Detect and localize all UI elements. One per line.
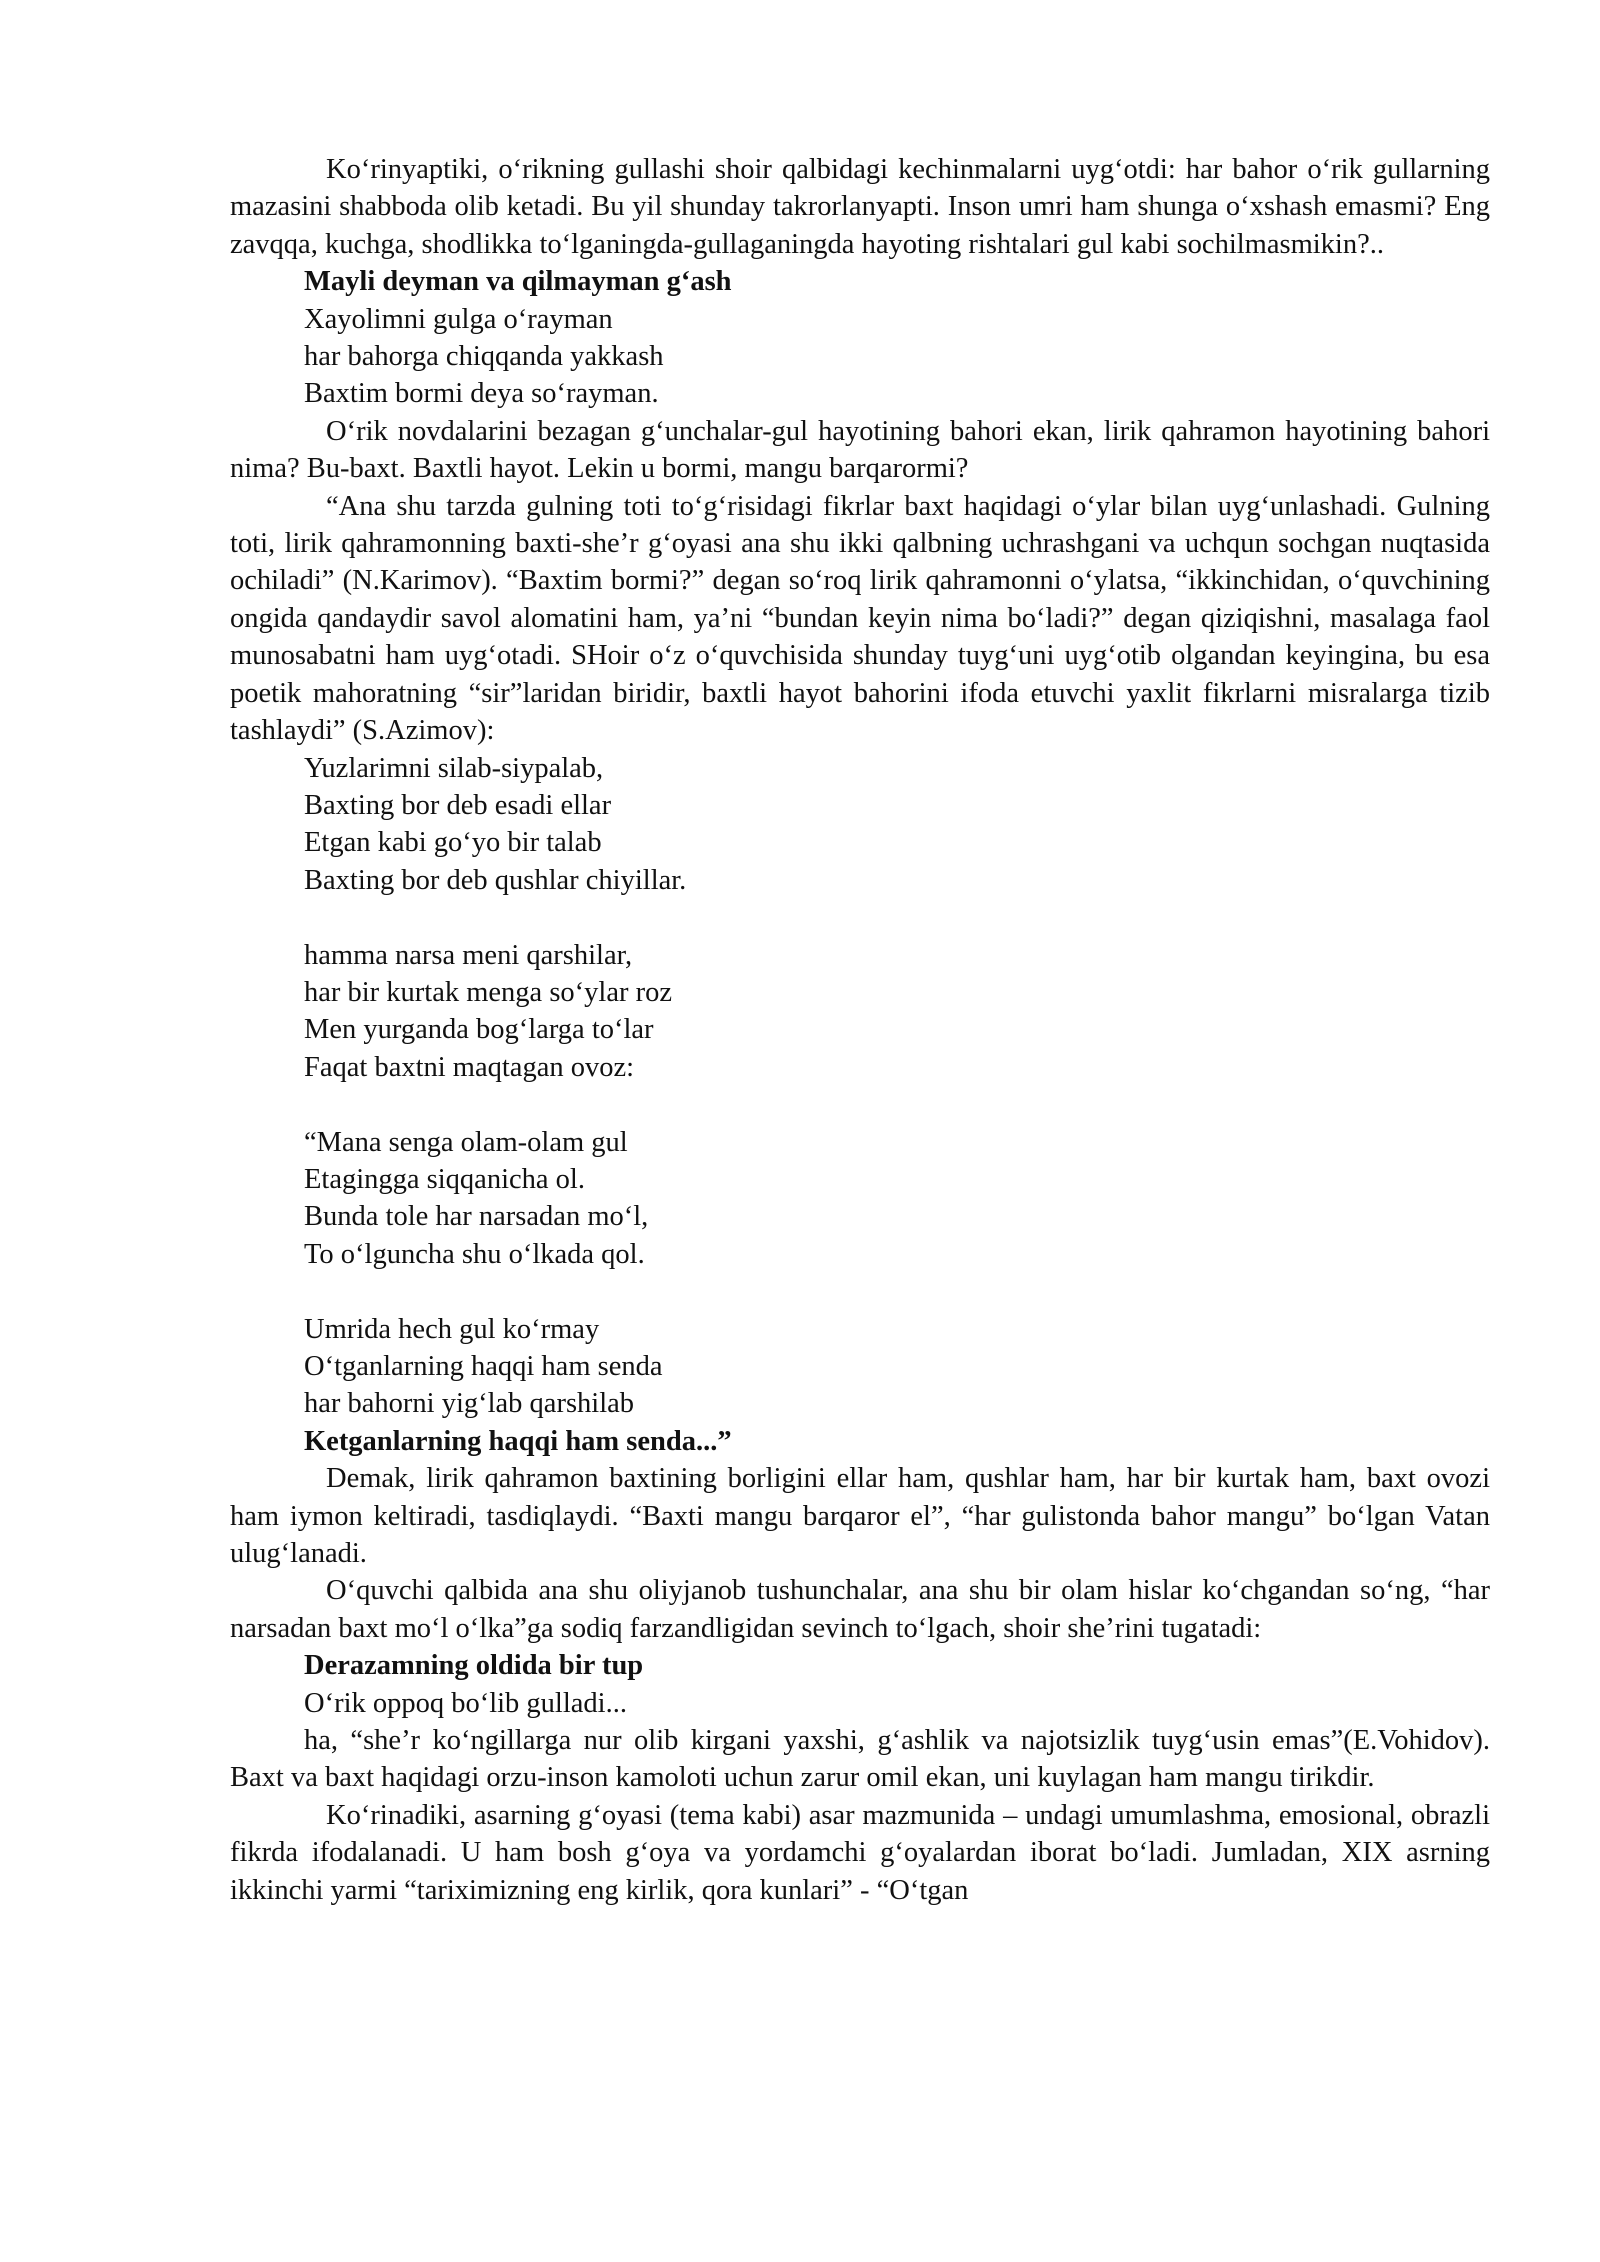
paragraph: “Ana shu tarzda gulning toti to‘g‘risidagi fikrlar baxt haqidagi o‘ylar bilan uyg‘unlashadi. Gulning toti, lirik qahramonning baxti-she’r g‘oyasi ana shu ikki qalbning uchrashgani va uchqun sochgan nuqtasida ochiladi” (N.Karimov). “Baxtim bormi?” degan so‘roq lirik qahramonni o‘ylatsa, “ikkinchidan, o‘quvchining ongida qandaydir savol alomatini ham, ya’ni “bundan keyin nima bo‘ladi?” degan qiziqishni, masalaga faol munosabatni ham uyg‘otadi. SHoir o‘z o‘quvchisida shunday tuyg‘uni uyg‘otib olgandan keyingina, bu esa poetik mahoratning “sir”laridan biridir, baxtli hayot bahorini ifoda etuvchi yaxlit fikrlarni misralarga tizib tashlaydi” (S.Azimov):	[230, 490, 1490, 747]
poem-line: Etagingga siqqanicha ol.	[304, 1163, 585, 1195]
poem-line: Xayolimni gulga o‘rayman	[304, 303, 613, 335]
poem-line: O‘rik oppoq bo‘lib gulladi...	[304, 1687, 627, 1719]
poem-line: Men yurganda bog‘larga to‘lar	[304, 1014, 654, 1046]
poem-line: Etgan kabi go‘yo bir talab	[304, 827, 602, 859]
poem-line: Baxting bor deb esadi ellar	[304, 789, 612, 821]
stanza-gap	[230, 1273, 1490, 1310]
paragraph: Ko‘rinadiki, asarning g‘oyasi (tema kabi) asar mazmunida – undagi umumlashma, emosional, obrazli fikrda ifodalanadi. U ham bosh g‘oya va yordamchi g‘oyalardan iborat bo‘ladi. Jumladan, XIX asrning ikkinchi yarmi “tariximizning eng kirlik, qora kunlari” - “O‘tgan	[230, 1799, 1490, 1906]
poem-line: har bahorga chiqqanda yakkash	[304, 341, 664, 373]
poem-line: “Mana senga olam-olam gul	[304, 1126, 628, 1158]
poem-line: har bir kurtak menga so‘ylar roz	[304, 976, 672, 1008]
document-body	[230, 151, 1490, 1909]
poem-line: har bahorni yig‘lab qarshilab	[304, 1388, 635, 1420]
poem-stanza	[230, 263, 1490, 413]
poem-line: O‘tganlarning haqqi ham senda	[304, 1350, 663, 1382]
paragraph: Ko‘rinyaptiki, o‘rikning gullashi shoir qalbidagi kechinmalarni uyg‘otdi: har bahor o‘rik gullarning mazasini shabboda olib ketadi. Bu yil shunday takrorlanyapti. Inson umri ham shunga o‘xshash emasmi? Eng zavqqa, kuchga, shodlikka to‘lganingda-gullaganingda hayoting rishtalari gul kabi sochilmasmikin?..	[230, 154, 1490, 260]
stanza-gap	[230, 899, 1490, 936]
poem-stanza	[230, 750, 1490, 900]
paragraph: ha, “she’r ko‘ngillarga nur olib kirgani yaxshi, g‘ashlik va najotsizlik tuyg‘usin emas”(E.Vohidov). Baxt va baxt haqidagi orzu-inson kamoloti uchun zarur omil ekan, uni kuylagan ham mangu tirikdir.	[230, 1725, 1490, 1794]
poem-line: Yuzlarimni silab-siypalab,	[304, 752, 604, 784]
poem-line: Baxting bor deb qushlar chiyillar.	[304, 864, 687, 896]
paragraph: O‘rik novdalarini bezagan g‘unchalar-gul hayotining bahori ekan, lirik qahramon hayotining bahori nima? Bu-baxt. Baxtli hayot. Lekin u bormi, mangu barqarormi?	[230, 415, 1490, 485]
poem-line: Derazamning oldida bir tup	[304, 1650, 644, 1682]
poem-stanza	[230, 1647, 1490, 1722]
stanza-gap	[230, 1086, 1490, 1123]
poem-line: To o‘lguncha shu o‘lkada qol.	[304, 1238, 645, 1270]
poem-line: Baxtim bormi deya so‘rayman.	[304, 378, 659, 410]
poem-line: Umrida hech gul ko‘rmay	[304, 1313, 600, 1345]
poem-line: Mayli deyman va qilmayman g‘ash	[304, 266, 732, 298]
poem-line: hamma narsa meni qarshilar,	[304, 939, 633, 971]
paragraph: Demak, lirik qahramon baxtining borligini ellar ham, qushlar ham, har bir kurtak ham, baxt ovozi ham iymon keltiradi, tasdiqlaydi. “Baxti mangu barqaror el”, “har gulistonda bahor mangu” bo‘lgan Vatan ulug‘lanadi.	[230, 1463, 1490, 1569]
paragraph: O‘quvchi qalbida ana shu oliyjanob tushunchalar, ana shu bir olam hislar ko‘chgandan so‘ng, “har narsadan baxt mo‘l o‘lka”ga sodiq farzandligidan sevinch to‘lgach, shoir she’rini tugatadi:	[230, 1575, 1490, 1644]
poem-line: Faqat baxtni maqtagan ovoz:	[304, 1051, 635, 1083]
poem-line: Ketganlarning haqqi ham senda...”	[304, 1425, 732, 1457]
poem-stanza	[230, 1311, 1490, 1461]
poem-stanza	[230, 937, 1490, 1087]
poem-line: Bunda tole har narsadan mo‘l,	[304, 1201, 649, 1233]
poem-stanza	[230, 1124, 1490, 1274]
